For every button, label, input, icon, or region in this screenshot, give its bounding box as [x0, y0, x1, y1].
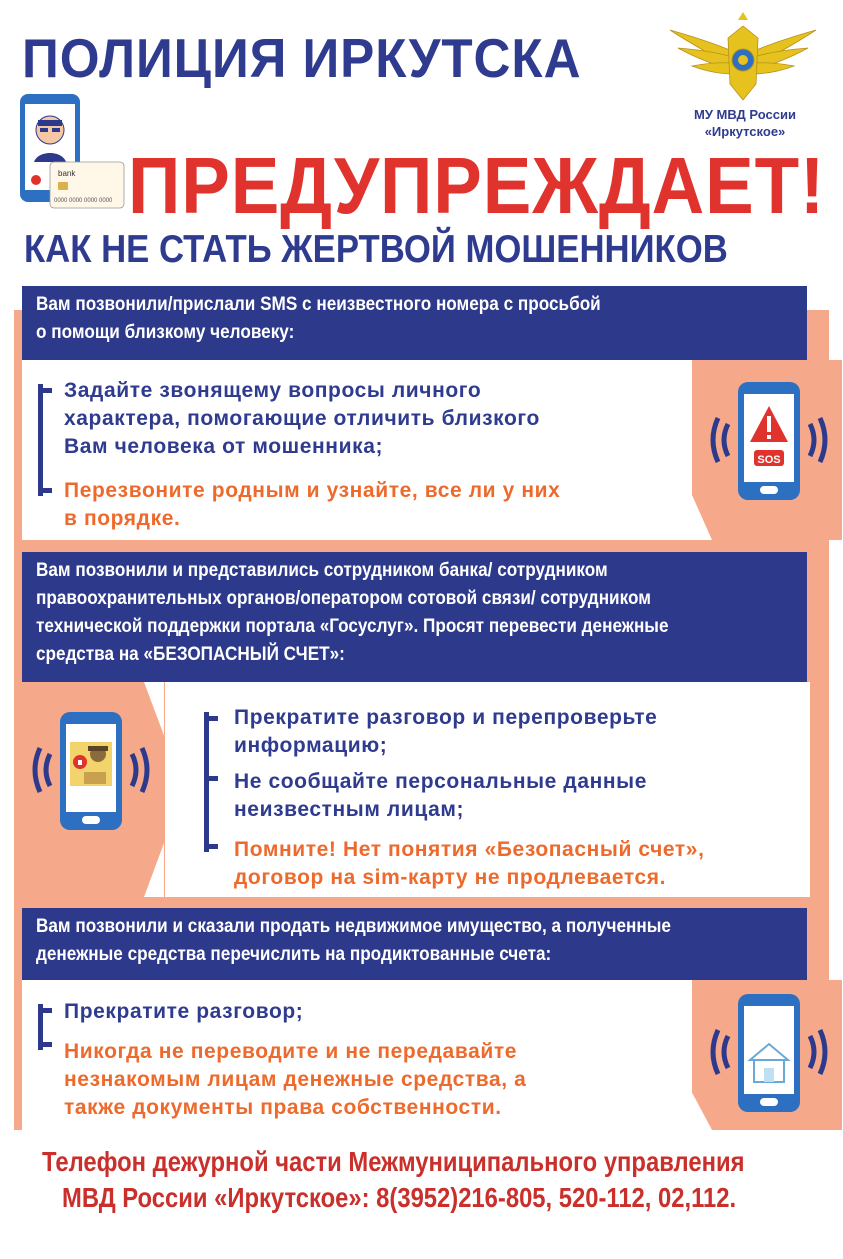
section1-advice1 — [64, 377, 540, 461]
phone-card-icon — [16, 92, 126, 212]
card-bank-label: bank — [58, 169, 76, 178]
advice-line: Вам человека от мошенника; — [64, 435, 384, 458]
advice-line: неизвестным лицам; — [234, 798, 465, 821]
phone-sos-icon — [692, 360, 842, 540]
advice-line: Не сообщайте персональные данные — [234, 770, 647, 793]
section2-bracket — [204, 712, 209, 852]
org-name — [660, 106, 830, 140]
section1-bracket — [38, 384, 43, 496]
section2-advice1 — [234, 704, 657, 760]
footer-line1: Телефон дежурной части Межмуниципального управления — [42, 1146, 745, 1177]
section3-advice2 — [64, 1038, 526, 1122]
mvd-emblem-icon — [668, 8, 818, 104]
section3-advice1 — [64, 998, 303, 1026]
page-subtitle: КАК НЕ СТАТЬ ЖЕРТВОЙ МОШЕННИКОВ — [24, 228, 728, 271]
advice-line: Перезвоните родным и узнайте, все ли у них — [64, 479, 561, 502]
section1-situation-line: Вам позвонили/прислали SMS с неизвестного номера с просьбой — [36, 293, 601, 315]
section3-situation — [22, 908, 807, 980]
section1-icon-tab — [692, 360, 842, 540]
section1-situation — [22, 286, 807, 360]
section3-situation-line: Вам позвонили и сказали продать недвижимое имущество, а полученные — [36, 915, 671, 937]
section2-situation-line: правоохранительных органов/оператором сотовой связи/ сотрудником — [36, 587, 651, 609]
org-name-line1: МУ МВД России — [693, 107, 796, 122]
advice-line: Прекратите разговор; — [64, 1000, 304, 1023]
section2-icon-tab — [14, 682, 164, 897]
section2-advice3 — [234, 836, 705, 892]
advice-line: договор на sim-карту не продлевается. — [234, 866, 667, 889]
section1-advice2 — [64, 477, 560, 533]
section2-situation-line: Вам позвонили и представились сотрудником банка/ сотрудником — [36, 559, 608, 581]
sos-label: SOS — [757, 454, 781, 466]
section3-icon-tab — [692, 980, 842, 1130]
section2-situation-line: технической поддержки портала «Госуслуг». Просят перевести денежные — [36, 615, 669, 637]
section1-situation-line: о помощи близкому человеку: — [36, 321, 295, 343]
advice-line: незнакомым лицам денежные средства, а — [64, 1068, 527, 1091]
advice-line: Задайте звонящему вопросы личного — [64, 379, 482, 402]
title-line2: ПРЕДУПРЕЖДАЕТ! — [128, 141, 826, 230]
advice-line: Помните! Нет понятия «Безопасный счет», — [234, 838, 705, 861]
phone-house-icon — [692, 980, 842, 1130]
section2-situation — [22, 552, 807, 682]
section2-advice2 — [234, 768, 647, 824]
section2-situation-line: средства на «БЕЗОПАСНЫЙ СЧЕТ»: — [36, 643, 345, 665]
phone-fraudster-icon — [14, 682, 164, 897]
title-line1: ПОЛИЦИЯ ИРКУТСКА — [22, 27, 582, 89]
section3-bracket — [38, 1004, 43, 1050]
advice-line: характера, помогающие отличить близкого — [64, 407, 540, 430]
advice-line: Никогда не переводите и не передавайте — [64, 1040, 518, 1063]
section3-situation-line: денежные средства перечислить на продиктованные счета: — [36, 943, 552, 965]
org-name-line2: «Иркутское» — [704, 124, 786, 139]
advice-line: информацию; — [234, 734, 388, 757]
footer-phone-numbers: МВД России «Иркутское»: 8(3952)216-805, 520-112, 02,112. — [62, 1182, 737, 1213]
advice-line: Прекратите разговор и перепроверьте — [234, 706, 658, 729]
advice-line: также документы права собственности. — [64, 1096, 502, 1119]
advice-line: в порядке. — [64, 507, 181, 530]
card-number: 0000 0000 0000 0000 — [54, 198, 113, 204]
